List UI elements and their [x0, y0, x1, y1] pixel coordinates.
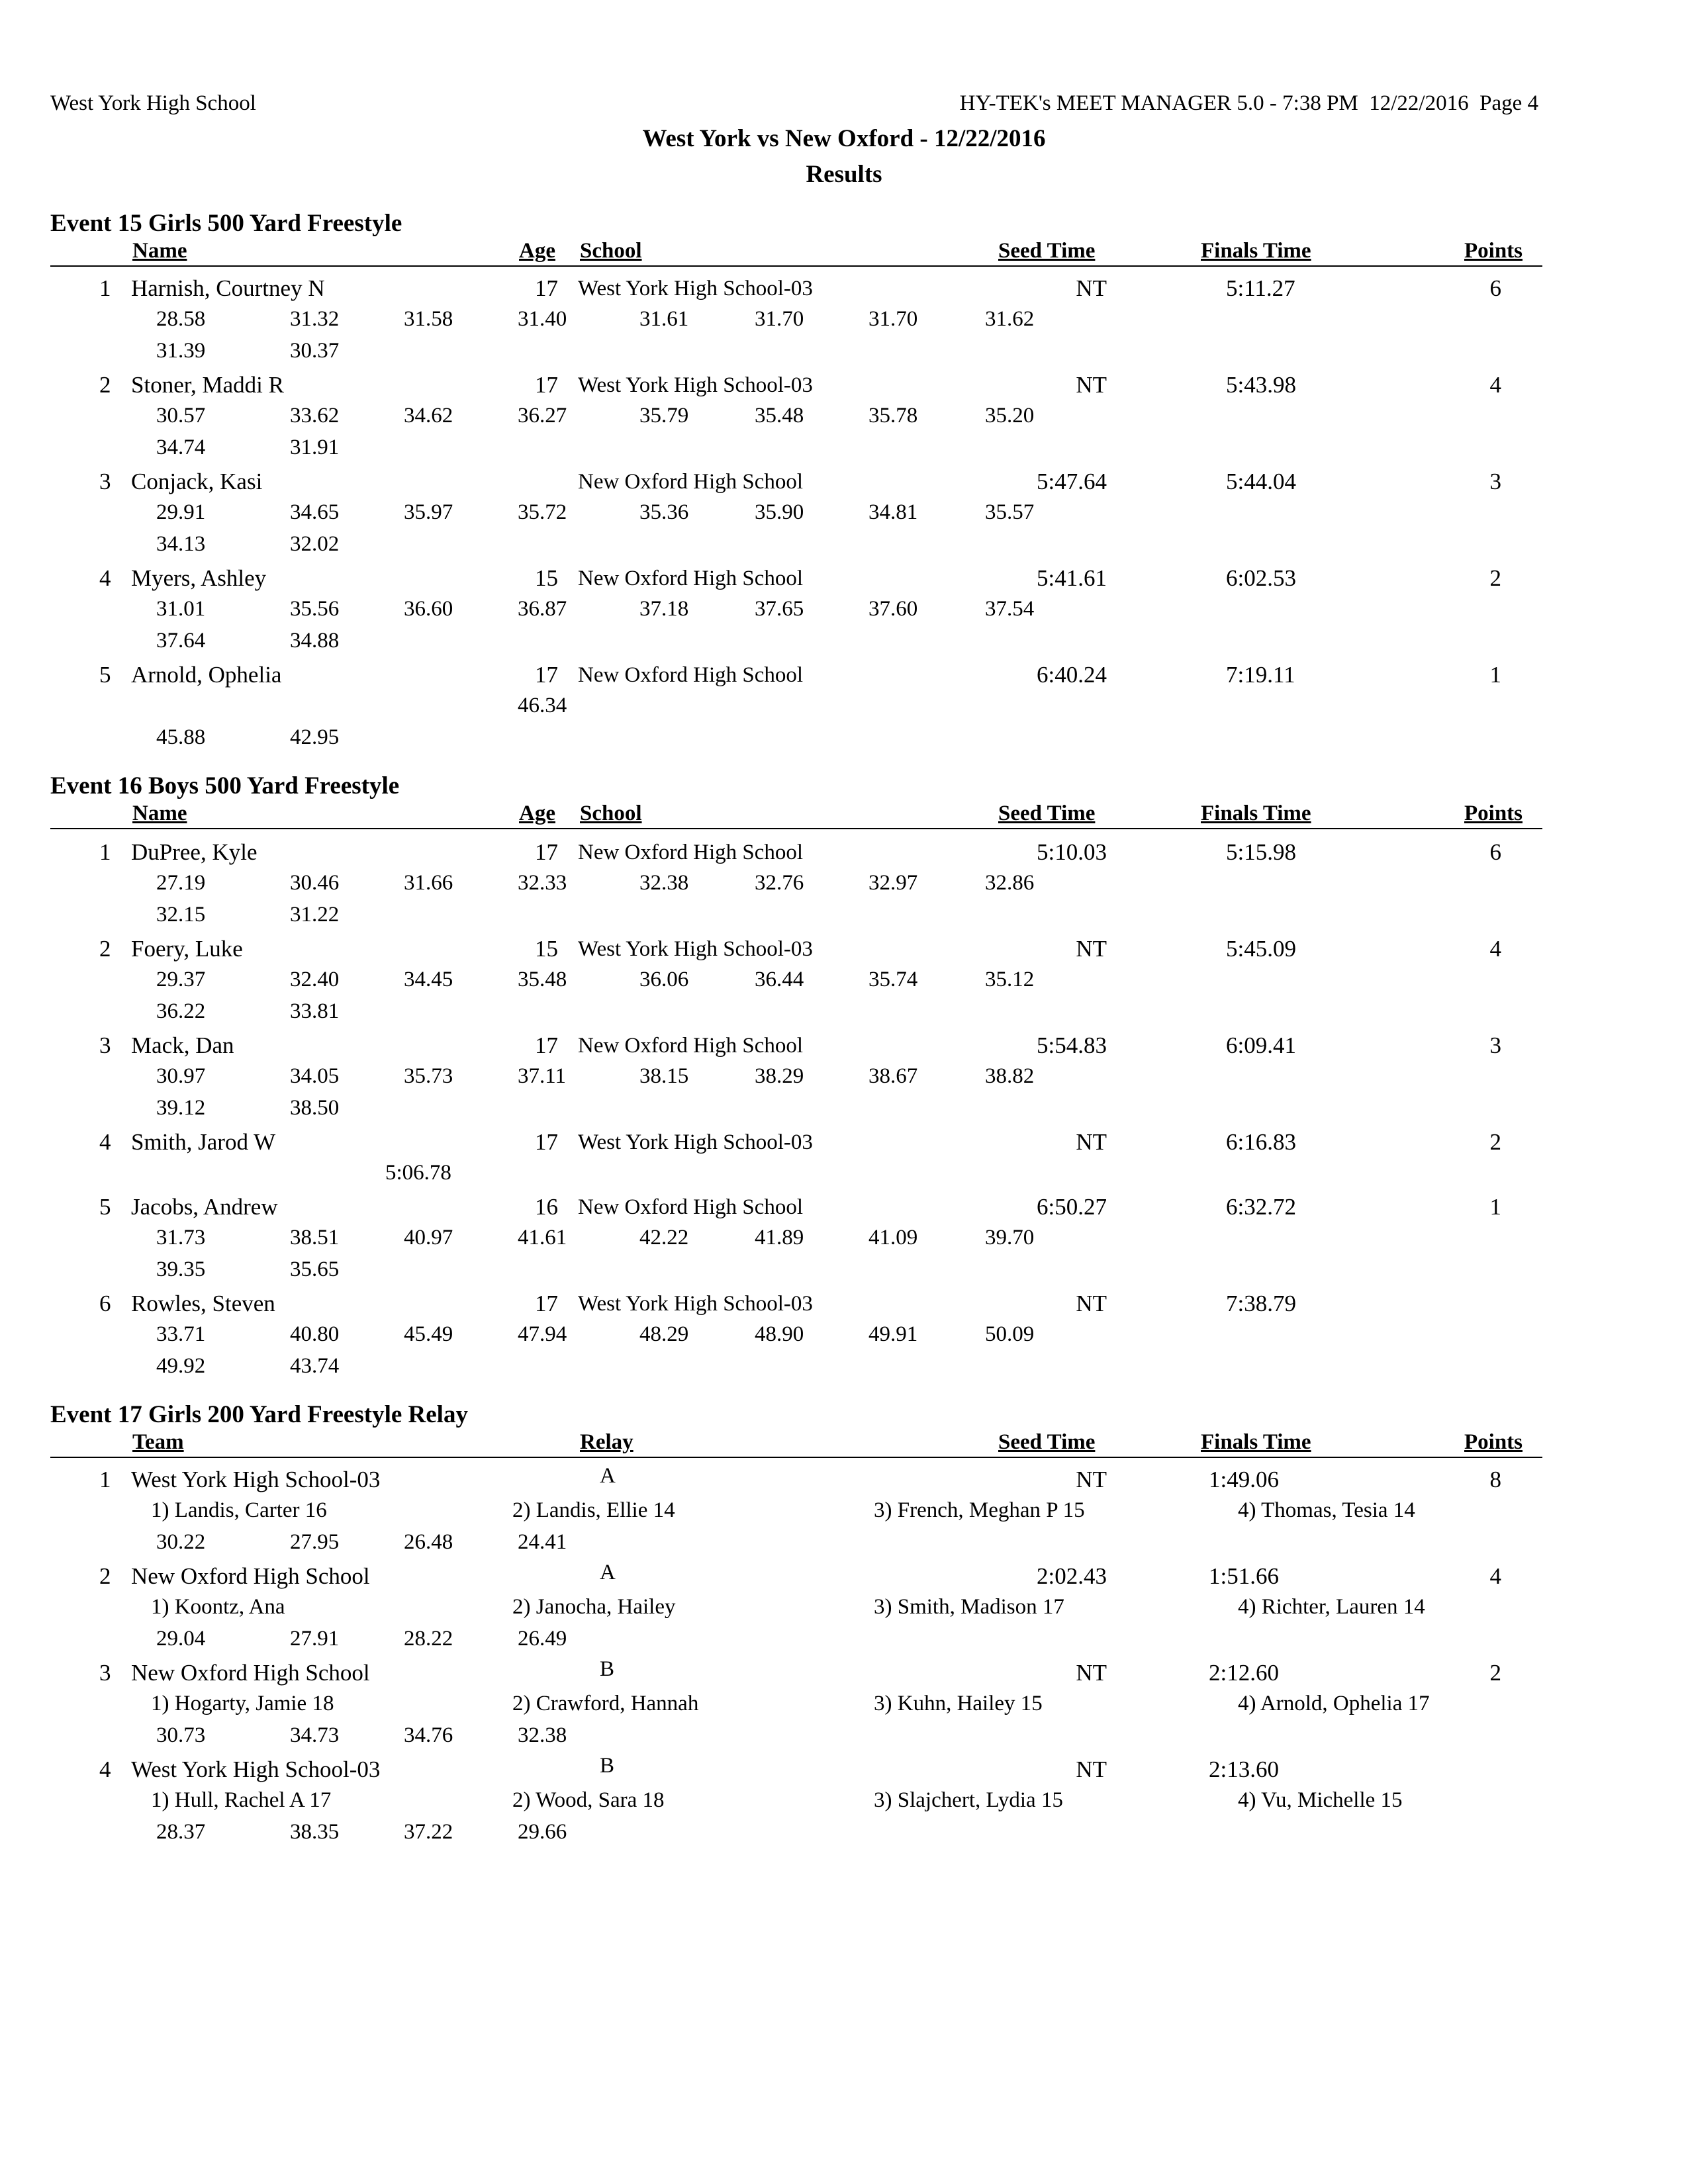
split: 35.72	[518, 500, 567, 524]
split: 27.19	[156, 871, 206, 895]
points: 2	[1489, 1129, 1501, 1155]
split: 34.73	[290, 1723, 340, 1747]
split: 5:06.78	[385, 1161, 451, 1185]
split: 30.22	[156, 1530, 206, 1554]
column-header-age: Age	[519, 801, 555, 825]
split: 49.91	[868, 1322, 918, 1346]
seed-time: 2:02.43	[1037, 1563, 1107, 1589]
split: 35.79	[639, 404, 689, 428]
points: 3	[1489, 1032, 1501, 1058]
split: 38.15	[639, 1064, 689, 1088]
seed-time: NT	[1076, 1291, 1107, 1316]
split: 33.62	[290, 404, 340, 428]
relay-swimmer: 3) Smith, Madison 17	[874, 1595, 1064, 1619]
finals-time: 7:19.11	[1226, 662, 1295, 688]
swimmer-name: Jacobs, Andrew	[131, 1194, 278, 1220]
split: 41.61	[518, 1226, 567, 1250]
split: 31.22	[290, 903, 340, 927]
split: 27.95	[290, 1530, 340, 1554]
place: 1	[99, 275, 111, 301]
split: 31.70	[868, 307, 918, 331]
split: 36.44	[755, 968, 804, 991]
split: 26.49	[518, 1627, 567, 1651]
swimmer-name: Rowles, Steven	[131, 1291, 275, 1316]
split: 30.73	[156, 1723, 206, 1747]
column-header-points: Points	[1464, 801, 1523, 825]
points: 8	[1489, 1467, 1501, 1492]
results-title: Results	[806, 161, 882, 188]
split: 50.09	[985, 1322, 1035, 1346]
split: 28.37	[156, 1820, 206, 1844]
seed-time: NT	[1076, 372, 1107, 398]
relay-swimmer: 4) Richter, Lauren 14	[1238, 1595, 1425, 1619]
swimmer-name: Harnish, Courtney N	[131, 275, 325, 301]
finals-time: 6:16.83	[1226, 1129, 1296, 1155]
team-name: New Oxford High School	[131, 1660, 370, 1686]
seed-time: NT	[1076, 1467, 1107, 1492]
place: 2	[99, 936, 111, 962]
relay-letter: B	[600, 1754, 615, 1778]
column-header-row	[50, 801, 1542, 829]
split: 29.04	[156, 1627, 206, 1651]
split: 37.18	[639, 597, 689, 621]
column-header-name: Name	[132, 239, 187, 263]
split: 39.12	[156, 1096, 206, 1120]
school: West York High School-03	[578, 937, 813, 961]
split: 32.38	[639, 871, 689, 895]
relay-letter: A	[600, 1464, 616, 1488]
split: 34.74	[156, 435, 206, 459]
finals-time: 5:44.04	[1226, 469, 1296, 494]
relay-swimmer: 3) French, Meghan P 15	[874, 1498, 1085, 1522]
place: 4	[99, 565, 111, 591]
relay-swimmer: 3) Slajchert, Lydia 15	[874, 1788, 1063, 1812]
split: 41.89	[755, 1226, 804, 1250]
school: West York High School-03	[578, 373, 813, 397]
split: 37.22	[404, 1820, 453, 1844]
split: 35.65	[290, 1257, 340, 1281]
split: 33.71	[156, 1322, 206, 1346]
age: 17	[535, 1129, 558, 1155]
column-header-team: Team	[132, 1430, 184, 1454]
split: 32.40	[290, 968, 340, 991]
swimmer-name: Foery, Luke	[131, 936, 243, 962]
swimmer-name: Mack, Dan	[131, 1032, 234, 1058]
school: New Oxford High School	[578, 1034, 804, 1058]
split: 31.32	[290, 307, 340, 331]
age: 17	[535, 275, 558, 301]
split: 34.81	[868, 500, 918, 524]
finals-time: 7:38.79	[1226, 1291, 1296, 1316]
split: 34.88	[290, 629, 340, 653]
split: 33.81	[290, 999, 340, 1023]
split: 36.27	[518, 404, 567, 428]
seed-time: 5:41.61	[1037, 565, 1107, 591]
split: 32.15	[156, 903, 206, 927]
school: West York High School-03	[578, 1130, 813, 1154]
split: 38.29	[755, 1064, 804, 1088]
split: 35.20	[985, 404, 1035, 428]
points: 2	[1489, 565, 1501, 591]
split: 35.78	[868, 404, 918, 428]
column-header-finals: Finals Time	[1201, 1430, 1311, 1454]
column-header-finals: Finals Time	[1201, 239, 1311, 263]
split: 31.70	[755, 307, 804, 331]
finals-time: 2:12.60	[1209, 1660, 1279, 1686]
relay-swimmer: 1) Hogarty, Jamie 18	[151, 1692, 334, 1715]
split: 39.35	[156, 1257, 206, 1281]
swimmer-name: Stoner, Maddi R	[131, 372, 284, 398]
swimmer-name: DuPree, Kyle	[131, 839, 258, 865]
relay-swimmer: 1) Koontz, Ana	[151, 1595, 285, 1619]
column-header-row	[50, 1430, 1542, 1458]
column-header-finals: Finals Time	[1201, 801, 1311, 825]
place: 5	[99, 662, 111, 688]
age: 17	[535, 372, 558, 398]
event-title: Event 17 Girls 200 Yard Freestyle Relay	[50, 1401, 468, 1428]
split: 46.34	[518, 694, 567, 717]
split: 36.87	[518, 597, 567, 621]
split: 43.74	[290, 1354, 340, 1378]
column-header-row	[50, 239, 1542, 267]
place: 3	[99, 1032, 111, 1058]
split: 35.12	[985, 968, 1035, 991]
place: 3	[99, 469, 111, 494]
age: 15	[535, 565, 558, 591]
split: 38.82	[985, 1064, 1035, 1088]
age: 17	[535, 1032, 558, 1058]
finals-time: 5:15.98	[1226, 839, 1296, 865]
points: 1	[1489, 1194, 1501, 1220]
split: 38.51	[290, 1226, 340, 1250]
split: 31.62	[985, 307, 1035, 331]
column-header-points: Points	[1464, 239, 1523, 263]
header-school: West York High School	[50, 91, 256, 115]
points: 6	[1489, 275, 1501, 301]
swimmer-name: Conjack, Kasi	[131, 469, 263, 494]
split: 37.11	[518, 1064, 567, 1088]
column-header-seed: Seed Time	[998, 1430, 1096, 1454]
split: 29.37	[156, 968, 206, 991]
relay-swimmer: 2) Landis, Ellie 14	[512, 1498, 675, 1522]
split: 34.45	[404, 968, 453, 991]
split: 37.54	[985, 597, 1035, 621]
seed-time: 5:10.03	[1037, 839, 1107, 865]
split: 35.48	[755, 404, 804, 428]
column-header-relay: Relay	[580, 1430, 633, 1454]
split: 41.09	[868, 1226, 918, 1250]
place: 4	[99, 1756, 111, 1782]
split: 30.46	[290, 871, 340, 895]
split: 30.97	[156, 1064, 206, 1088]
column-header-seed: Seed Time	[998, 801, 1096, 825]
event-title: Event 16 Boys 500 Yard Freestyle	[50, 772, 400, 799]
points: 2	[1489, 1660, 1501, 1686]
relay-swimmer: 2) Crawford, Hannah	[512, 1692, 699, 1715]
relay-letter: B	[600, 1657, 615, 1681]
split: 31.66	[404, 871, 453, 895]
age: 15	[535, 936, 558, 962]
split: 40.97	[404, 1226, 453, 1250]
split: 37.64	[156, 629, 206, 653]
split: 39.70	[985, 1226, 1035, 1250]
school: New Oxford High School	[578, 663, 804, 687]
split: 32.76	[755, 871, 804, 895]
split: 49.92	[156, 1354, 206, 1378]
split: 31.40	[518, 307, 567, 331]
split: 31.61	[639, 307, 689, 331]
split: 35.48	[518, 968, 567, 991]
swimmer-name: Arnold, Ophelia	[131, 662, 282, 688]
school: New Oxford High School	[578, 567, 804, 590]
split: 31.58	[404, 307, 453, 331]
relay-swimmer: 3) Kuhn, Hailey 15	[874, 1692, 1043, 1715]
header-software-info: HY-TEK's MEET MANAGER 5.0 - 7:38 PM 12/22/2016 Page 4	[959, 91, 1538, 115]
seed-time: 6:50.27	[1037, 1194, 1107, 1220]
place: 5	[99, 1194, 111, 1220]
relay-swimmer: 4) Vu, Michelle 15	[1238, 1788, 1403, 1812]
split: 38.67	[868, 1064, 918, 1088]
split: 31.39	[156, 339, 206, 363]
event-title: Event 15 Girls 500 Yard Freestyle	[50, 210, 402, 237]
split: 31.01	[156, 597, 206, 621]
split: 32.02	[290, 532, 340, 556]
split: 28.58	[156, 307, 206, 331]
relay-letter: A	[600, 1561, 616, 1584]
split: 35.57	[985, 500, 1035, 524]
finals-time: 6:32.72	[1226, 1194, 1296, 1220]
split: 34.65	[290, 500, 340, 524]
split: 32.33	[518, 871, 567, 895]
split: 45.88	[156, 725, 206, 749]
points: 1	[1489, 662, 1501, 688]
relay-swimmer: 4) Arnold, Ophelia 17	[1238, 1692, 1430, 1715]
relay-swimmer: 1) Landis, Carter 16	[151, 1498, 327, 1522]
split: 29.91	[156, 500, 206, 524]
age: 17	[535, 1291, 558, 1316]
split: 34.13	[156, 532, 206, 556]
place: 3	[99, 1660, 111, 1686]
split: 45.49	[404, 1322, 453, 1346]
points: 6	[1489, 839, 1501, 865]
points: 3	[1489, 469, 1501, 494]
split: 48.90	[755, 1322, 804, 1346]
school: West York High School-03	[578, 277, 813, 300]
points: 4	[1489, 372, 1501, 398]
finals-time: 5:45.09	[1226, 936, 1296, 962]
place: 2	[99, 372, 111, 398]
school: New Oxford High School	[578, 841, 804, 864]
age: 16	[535, 1194, 558, 1220]
place: 6	[99, 1291, 111, 1316]
seed-time: 5:47.64	[1037, 469, 1107, 494]
school: New Oxford High School	[578, 1195, 804, 1219]
seed-time: 6:40.24	[1037, 662, 1107, 688]
column-header-school: School	[580, 239, 642, 263]
relay-swimmer: 2) Wood, Sara 18	[512, 1788, 665, 1812]
split: 35.36	[639, 500, 689, 524]
split: 40.80	[290, 1322, 340, 1346]
seed-time: 5:54.83	[1037, 1032, 1107, 1058]
age: 17	[535, 662, 558, 688]
age: 17	[535, 839, 558, 865]
split: 26.48	[404, 1530, 453, 1554]
split: 34.62	[404, 404, 453, 428]
split: 37.65	[755, 597, 804, 621]
finals-time: 1:49.06	[1209, 1467, 1279, 1492]
team-name: West York High School-03	[131, 1467, 381, 1492]
column-header-age: Age	[519, 239, 555, 263]
place: 4	[99, 1129, 111, 1155]
split: 48.29	[639, 1322, 689, 1346]
school: West York High School-03	[578, 1292, 813, 1316]
seed-time: NT	[1076, 936, 1107, 962]
split: 31.73	[156, 1226, 206, 1250]
split: 47.94	[518, 1322, 567, 1346]
place: 2	[99, 1563, 111, 1589]
split: 36.22	[156, 999, 206, 1023]
team-name: West York High School-03	[131, 1756, 381, 1782]
split: 42.95	[290, 725, 340, 749]
column-header-seed: Seed Time	[998, 239, 1096, 263]
split: 35.73	[404, 1064, 453, 1088]
split: 31.91	[290, 435, 340, 459]
finals-time: 6:09.41	[1226, 1032, 1296, 1058]
finals-time: 2:13.60	[1209, 1756, 1279, 1782]
split: 27.91	[290, 1627, 340, 1651]
split: 34.05	[290, 1064, 340, 1088]
split: 37.60	[868, 597, 918, 621]
swimmer-name: Smith, Jarod W	[131, 1129, 276, 1155]
column-header-school: School	[580, 801, 642, 825]
split: 28.22	[404, 1627, 453, 1651]
team-name: New Oxford High School	[131, 1563, 370, 1589]
split: 36.60	[404, 597, 453, 621]
finals-time: 5:43.98	[1226, 372, 1296, 398]
place: 1	[99, 839, 111, 865]
split: 32.86	[985, 871, 1035, 895]
finals-time: 1:51.66	[1209, 1563, 1279, 1589]
seed-time: NT	[1076, 275, 1107, 301]
split: 34.76	[404, 1723, 453, 1747]
swimmer-name: Myers, Ashley	[131, 565, 267, 591]
split: 35.56	[290, 597, 340, 621]
split: 35.97	[404, 500, 453, 524]
split: 38.50	[290, 1096, 340, 1120]
school: New Oxford High School	[578, 470, 804, 494]
split: 35.90	[755, 500, 804, 524]
finals-time: 5:11.27	[1226, 275, 1295, 301]
split: 38.35	[290, 1820, 340, 1844]
split: 35.74	[868, 968, 918, 991]
seed-time: NT	[1076, 1129, 1107, 1155]
relay-swimmer: 4) Thomas, Tesia 14	[1238, 1498, 1415, 1522]
place: 1	[99, 1467, 111, 1492]
points: 4	[1489, 936, 1501, 962]
split: 36.06	[639, 968, 689, 991]
column-header-points: Points	[1464, 1430, 1523, 1454]
seed-time: NT	[1076, 1756, 1107, 1782]
split: 32.97	[868, 871, 918, 895]
split: 30.37	[290, 339, 340, 363]
relay-swimmer: 2) Janocha, Hailey	[512, 1595, 676, 1619]
meet-title: West York vs New Oxford - 12/22/2016	[642, 125, 1046, 152]
seed-time: NT	[1076, 1660, 1107, 1686]
relay-swimmer: 1) Hull, Rachel A 17	[151, 1788, 332, 1812]
split: 29.66	[518, 1820, 567, 1844]
split: 42.22	[639, 1226, 689, 1250]
points: 4	[1489, 1563, 1501, 1589]
finals-time: 6:02.53	[1226, 565, 1296, 591]
split: 30.57	[156, 404, 206, 428]
split: 24.41	[518, 1530, 567, 1554]
split: 32.38	[518, 1723, 567, 1747]
column-header-name: Name	[132, 801, 187, 825]
